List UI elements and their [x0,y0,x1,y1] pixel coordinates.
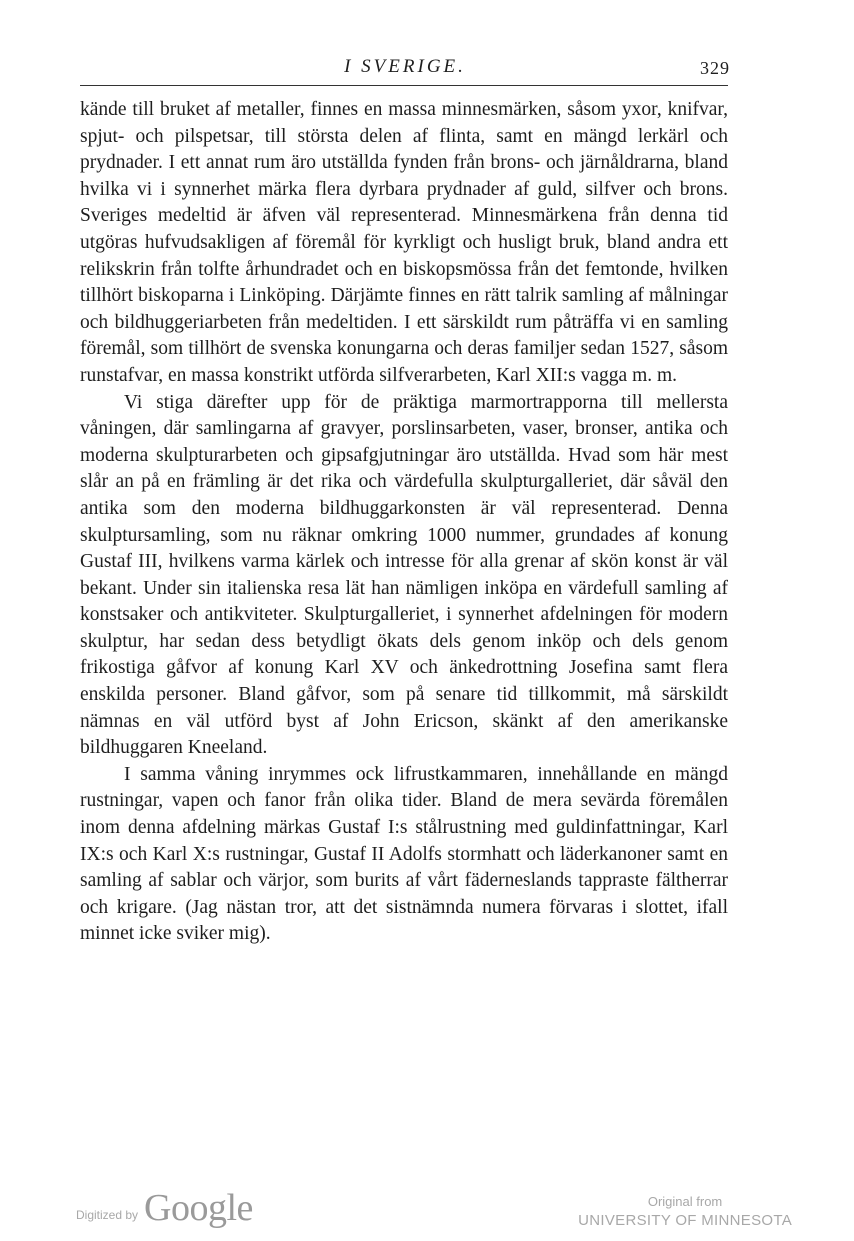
paragraph-2: Vi stiga därefter upp för de präktiga marmortrapporna till mellersta våningen, där samlingarna af gravyer, porslinsarbeten, vaser, bronser, antika och moderna skulpturarbeten och gipsafgjutningar äro utställda. Hvad som här mest slår an på en främling är det rika och värdefulla skulpturgalleriet, där såväl den antika som den moderna bildhuggarkonsten är väl representerad. Denna skulptursamling, som nu räknar omkring 1000 nummer, grundades af konung Gustaf III, hvilkens varma kärlek och intresse för alla grenar af skön konst är väl bekant. Under sin italienska resa lät han nämligen inköpa en värdefull samling af konstsaker och antikviteter. Skulpturgalleriet, i synnerhet afdelningen för modern skulptur, har sedan dess betydligt ökats dels genom inköp och dels genom frikostiga gåfvor af konung Karl XV och änkedrottning Josefina samt flera enskilda personer. Bland gåfvor, som på senare tid tillkommit, må särskildt nämnas en väl utförd byst af John Ericson, skänkt af den amerikanske bildhuggaren Kneeland. [80,391,728,759]
source-label: Original from [647,1194,723,1209]
google-logo: Google [144,1187,253,1229]
page-number: 329 [700,58,730,78]
source-name: UNIVERSITY OF MINNESOTA [578,1212,792,1229]
digitized-by-watermark [76,1184,253,1232]
header-rule [80,85,728,86]
digitized-label: Digitized by [76,1208,139,1222]
paragraph-3: I samma våning inrymmes ock lifrustkammaren, innehållande en mängd rustningar, vapen och fanor från olika tider. Bland de mera sevärda föremålen inom denna afdelning märkas Gustaf I:s stålrustning med guldinfattningar, Karl IX:s och Karl X:s rustningar, Gustaf II Adolfs stormhatt och läderkanoner samt en samling af sablar och värjor, som burits af vårt fäderneslands tappraste fältherrar och krigare. (Jag nästan tror, att det sistnämnda numera förvaras i slottet, ifall minnet icke sviker mig). [80,763,728,945]
paragraph-1: kände till bruket af metaller, finnes en massa minnesmärken, såsom yxor, knifvar, spjut- och pilspetsar, till största delen af flinta, samt en mängd lerkärl och prydnader. I ett annat rum äro utställda fynden från brons- och järnåldrarna, bland hvilka vi i synnerhet märka flera dyrbara prydnader af guld, silfver och brons. Sveriges medeltid är äfven väl representerad. Minnesmärkena från denna tid utgöras hufvudsakligen af föremål för kyrkligt och husligt bruk, bland andra ett relikskrin från tolfte århundradet och en biskopsmössa från det femtonde, hvilken tillhört biskoparna i Linköping. Därjämte finnes en rätt talrik samling af målningar och bildhuggeriarbeten från medeltiden. I ett särskildt rum påträffa vi en samling föremål, som tillhört de svenska konungarna och deras familjer sedan 1527, såsom runstafvar, en massa konstrikt utförda silfverarbeten, Karl XII:s vagga m. m. [80,99,728,386]
body-text [80,97,728,948]
source-watermark [578,1193,792,1231]
running-title: I SVERIGE. [344,56,466,77]
running-head [80,56,730,86]
